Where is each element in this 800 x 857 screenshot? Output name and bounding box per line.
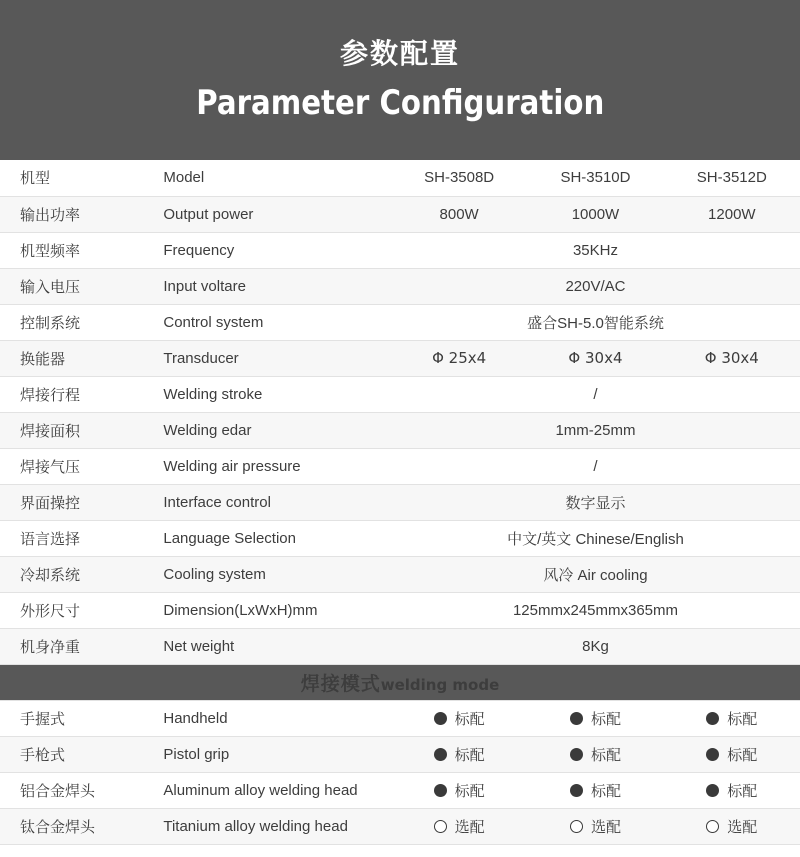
row-label-cn: 手枪式 xyxy=(0,736,145,772)
row-value-model-1: 800W xyxy=(391,196,527,232)
row-label-en: Titanium alloy welding head xyxy=(145,808,391,844)
row-label-en: Handheld xyxy=(145,700,391,736)
row-label-cn: 焊接面积 xyxy=(0,412,145,448)
table-row xyxy=(0,520,800,556)
option-marker-group xyxy=(570,744,621,765)
row-option-model-2 xyxy=(527,700,663,736)
row-label-cn: 铝合金焊头 xyxy=(0,772,145,808)
row-option-model-3 xyxy=(664,808,800,844)
row-label-cn: 焊接气压 xyxy=(0,448,145,484)
parameter-table-body xyxy=(0,160,800,844)
row-label-en: Model xyxy=(145,160,391,196)
row-label-en: Language Selection xyxy=(145,520,391,556)
option-label: 选配 xyxy=(727,818,758,836)
row-label-cn: 输入电压 xyxy=(0,268,145,304)
option-label: 选配 xyxy=(454,818,485,836)
row-label-cn: 控制系统 xyxy=(0,304,145,340)
table-row xyxy=(0,736,800,772)
row-label-en: Input voltare xyxy=(145,268,391,304)
row-label-en: Welding edar xyxy=(145,412,391,448)
filled-circle-icon xyxy=(706,784,719,797)
table-row xyxy=(0,304,800,340)
section-band-welding-mode xyxy=(0,664,800,700)
row-label-cn: 外形尺寸 xyxy=(0,592,145,628)
filled-circle-icon xyxy=(570,712,583,725)
table-row xyxy=(0,484,800,520)
row-option-model-3 xyxy=(664,700,800,736)
row-option-model-3 xyxy=(664,772,800,808)
row-label-cn: 机身净重 xyxy=(0,628,145,664)
row-label-en: Pistol grip xyxy=(145,736,391,772)
row-option-model-3 xyxy=(664,736,800,772)
filled-circle-icon xyxy=(706,712,719,725)
row-value-merged: / xyxy=(391,376,800,412)
row-option-model-2 xyxy=(527,808,663,844)
hollow-circle-icon xyxy=(434,820,447,833)
option-label: 标配 xyxy=(727,746,758,764)
page-title-en: Parameter Configuration xyxy=(195,82,605,123)
hollow-circle-icon xyxy=(570,820,583,833)
row-label-en: Welding air pressure xyxy=(145,448,391,484)
row-value-model-1: SH-3508D xyxy=(391,160,527,196)
row-value-merged: 中文/英文 Chinese/English xyxy=(391,520,800,556)
row-option-model-2 xyxy=(527,736,663,772)
row-label-en: Net weight xyxy=(145,628,391,664)
row-value-model-3: 1200W xyxy=(664,196,800,232)
filled-circle-icon xyxy=(434,748,447,761)
table-row xyxy=(0,700,800,736)
row-value-merged: 35KHz xyxy=(391,232,800,268)
table-row xyxy=(0,772,800,808)
row-value-merged: 220V/AC xyxy=(391,268,800,304)
row-value-model-3: Φ 30x4 xyxy=(664,340,800,376)
row-value-merged: 数字显示 xyxy=(391,484,800,520)
row-value-merged: 125mmx245mmx365mm xyxy=(391,592,800,628)
option-marker-group xyxy=(706,780,757,801)
row-option-model-1 xyxy=(391,736,527,772)
section-title-cn: 焊接模式 xyxy=(300,673,381,695)
row-label-en: Cooling system xyxy=(145,556,391,592)
row-label-en: Aluminum alloy welding head xyxy=(145,772,391,808)
row-value-model-2: SH-3510D xyxy=(527,160,663,196)
row-label-en: Welding stroke xyxy=(145,376,391,412)
row-label-en: Interface control xyxy=(145,484,391,520)
table-row xyxy=(0,412,800,448)
table-row xyxy=(0,160,800,196)
filled-circle-icon xyxy=(434,712,447,725)
option-marker-group xyxy=(570,780,621,801)
option-marker-group xyxy=(434,780,485,801)
row-label-en: Frequency xyxy=(145,232,391,268)
table-row xyxy=(0,808,800,844)
option-marker-group xyxy=(570,708,621,729)
row-label-en: Control system xyxy=(145,304,391,340)
row-label-en: Output power xyxy=(145,196,391,232)
row-value-model-2: Φ 30x4 xyxy=(527,340,663,376)
row-option-model-1 xyxy=(391,700,527,736)
row-value-merged: 1mm-25mm xyxy=(391,412,800,448)
section-band-cell xyxy=(0,664,800,700)
row-option-model-2 xyxy=(527,772,663,808)
option-label: 标配 xyxy=(454,782,485,800)
filled-circle-icon xyxy=(434,784,447,797)
row-label-cn: 钛合金焊头 xyxy=(0,808,145,844)
row-value-merged: 8Kg xyxy=(391,628,800,664)
row-label-cn: 手握式 xyxy=(0,700,145,736)
page-header xyxy=(0,0,800,160)
row-label-cn: 焊接行程 xyxy=(0,376,145,412)
option-label: 标配 xyxy=(590,710,621,728)
option-label: 标配 xyxy=(454,710,485,728)
row-value-merged: / xyxy=(391,448,800,484)
table-row xyxy=(0,628,800,664)
row-label-cn: 机型 xyxy=(0,160,145,196)
row-value-merged: 风冷 Air cooling xyxy=(391,556,800,592)
option-marker-group xyxy=(570,816,621,837)
row-label-cn: 换能器 xyxy=(0,340,145,376)
section-title-en: welding mode xyxy=(380,675,500,694)
filled-circle-icon xyxy=(570,784,583,797)
row-label-cn: 机型频率 xyxy=(0,232,145,268)
row-label-cn: 冷却系统 xyxy=(0,556,145,592)
table-row xyxy=(0,340,800,376)
table-row xyxy=(0,556,800,592)
row-value-model-3: SH-3512D xyxy=(664,160,800,196)
row-value-merged: 盛合SH-5.0智能系统 xyxy=(391,304,800,340)
option-label: 标配 xyxy=(727,710,758,728)
option-marker-group xyxy=(706,708,757,729)
table-row xyxy=(0,232,800,268)
option-label: 标配 xyxy=(590,782,621,800)
table-row xyxy=(0,268,800,304)
row-value-model-1: Φ 25x4 xyxy=(391,340,527,376)
option-label: 标配 xyxy=(590,746,621,764)
row-label-cn: 语言选择 xyxy=(0,520,145,556)
option-label: 标配 xyxy=(727,782,758,800)
option-marker-group xyxy=(434,816,485,837)
option-marker-group xyxy=(434,744,485,765)
option-marker-group xyxy=(706,816,757,837)
table-row xyxy=(0,448,800,484)
row-label-cn: 输出功率 xyxy=(0,196,145,232)
hollow-circle-icon xyxy=(706,820,719,833)
table-row xyxy=(0,376,800,412)
table-row xyxy=(0,196,800,232)
table-row xyxy=(0,592,800,628)
option-marker-group xyxy=(434,708,485,729)
filled-circle-icon xyxy=(570,748,583,761)
row-value-model-2: 1000W xyxy=(527,196,663,232)
option-marker-group xyxy=(706,744,757,765)
row-label-cn: 界面操控 xyxy=(0,484,145,520)
page-title-cn: 参数配置 xyxy=(339,38,460,70)
row-option-model-1 xyxy=(391,808,527,844)
filled-circle-icon xyxy=(706,748,719,761)
parameter-table xyxy=(0,160,800,845)
option-label: 标配 xyxy=(454,746,485,764)
row-option-model-1 xyxy=(391,772,527,808)
row-label-en: Transducer xyxy=(145,340,391,376)
option-label: 选配 xyxy=(590,818,621,836)
row-label-en: Dimension(LxWxH)mm xyxy=(145,592,391,628)
